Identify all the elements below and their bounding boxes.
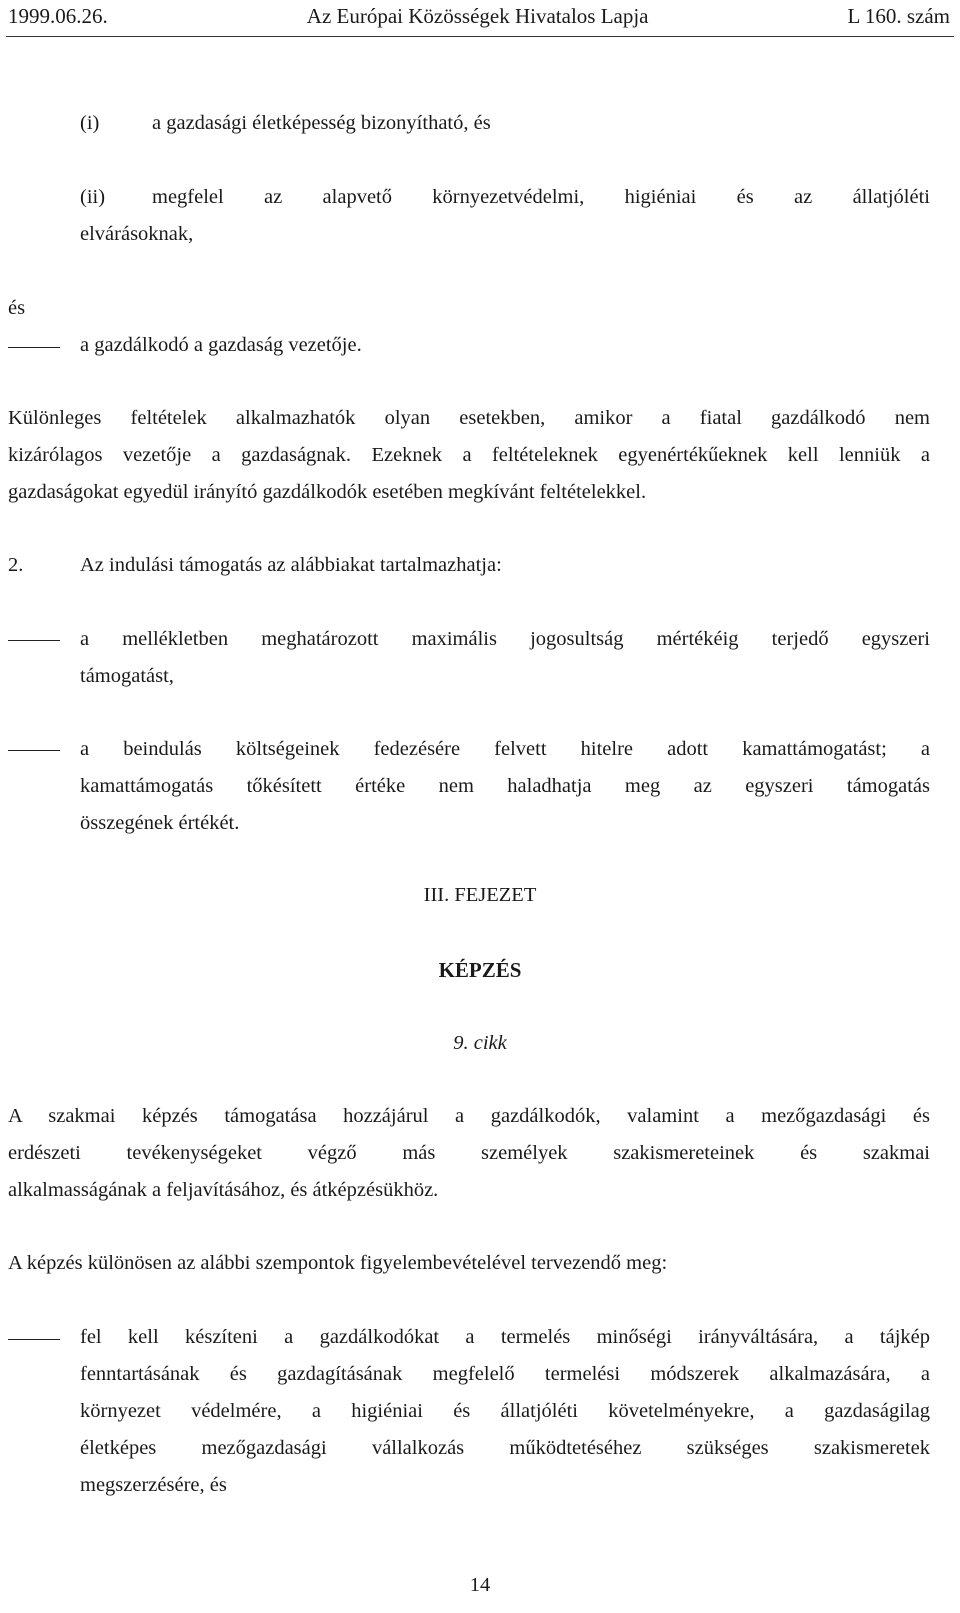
text-line: megszerzésére, és <box>80 1474 227 1496</box>
text-line: támogatást, <box>80 665 174 687</box>
text-line: a beindulás költségeinek fedezésére felvett hitelre adott kamattámogatást; a <box>80 738 930 760</box>
dash-text <box>80 628 930 702</box>
text-line: kamattámogatás tőkésített értéke nem haladhatja meg az egyszeri támogatás <box>80 775 930 797</box>
dash-marker <box>8 640 60 641</box>
chapter-heading: III. FEJEZET <box>423 884 537 906</box>
dash-marker <box>8 750 60 751</box>
point-text: Az indulási támogatás az alábbiakat tartalmazhatja: <box>80 554 502 576</box>
header-journal: Az Európai Közösségek Hivatalos Lapja <box>306 4 649 28</box>
text-line: a mellékletben meghatározott maximális jogosultság mértékéig terjedő egyszeri <box>80 628 930 650</box>
text-line: gazdaságokat egyedül irányító gazdálkodók esetében megkívánt feltételekkel. <box>8 481 647 503</box>
text-line: életképes mezőgazdasági vállalkozás működtetéséhez szükséges szakismeretek <box>80 1437 930 1459</box>
text-line: A szakmai képzés támogatása hozzájárul a gazdálkodók, valamint a mezőgazdasági és <box>8 1105 930 1127</box>
page-number: 14 <box>469 1574 491 1596</box>
text-line: megfelel az alapvető környezetvédelmi, higiéniai és az állatjóléti <box>152 186 930 208</box>
text-line: elvárásoknak, <box>80 223 194 245</box>
chapter-title: KÉPZÉS <box>438 958 522 982</box>
dash-text <box>80 1326 930 1511</box>
text-line: a gazdasági életképesség bizonyítható, és <box>152 112 491 134</box>
dash-text: a gazdálkodó a gazdaság vezetője. <box>80 334 362 356</box>
and-word: és <box>8 297 26 319</box>
text-line: fenntartásának és gazdagításának megfelelő termelési módszerek alkalmazására, a <box>80 1363 930 1385</box>
text-line: összegének értékét. <box>80 812 240 834</box>
para-special <box>8 407 930 517</box>
para-training <box>8 1105 930 1216</box>
para-aspects: A képzés különösen az alábbi szempontok figyelembevételével tervezendő meg: <box>8 1252 668 1274</box>
header-date: 1999.06.26. <box>8 4 108 28</box>
list-label-i: (i) <box>80 112 100 134</box>
point-number: 2. <box>8 554 24 576</box>
article-heading: 9. cikk <box>453 1032 507 1054</box>
dash-marker <box>8 1339 60 1340</box>
text-line: környezet védelmére, a higiéniai és állatjóléti követelményekre, a gazdaságilag <box>80 1400 930 1422</box>
dash-marker <box>8 347 60 348</box>
page-header <box>8 4 950 32</box>
text-line: Különleges feltételek alkalmazhatók olyan esetekben, amikor a fiatal gazdálkodó nem <box>8 407 930 429</box>
text-line: erdészeti tevékenységeket végző más személyek szakismereteinek és szakmai <box>8 1142 930 1164</box>
text-line: fel kell készíteni a gazdálkodókat a termelés minőségi irányváltására, a tájkép <box>80 1326 930 1348</box>
header-rule <box>6 36 954 37</box>
dash-text <box>80 738 930 849</box>
header-issue: L 160. szám <box>847 4 950 28</box>
text-line: alkalmasságának a feljavításához, és átképzésükhöz. <box>8 1179 439 1201</box>
text-line: kizárólagos vezetője a gazdaságnak. Ezeknek a feltételeknek egyenértékűeknek kell lenniük a <box>8 444 930 466</box>
list-label-ii: (ii) <box>80 186 106 208</box>
